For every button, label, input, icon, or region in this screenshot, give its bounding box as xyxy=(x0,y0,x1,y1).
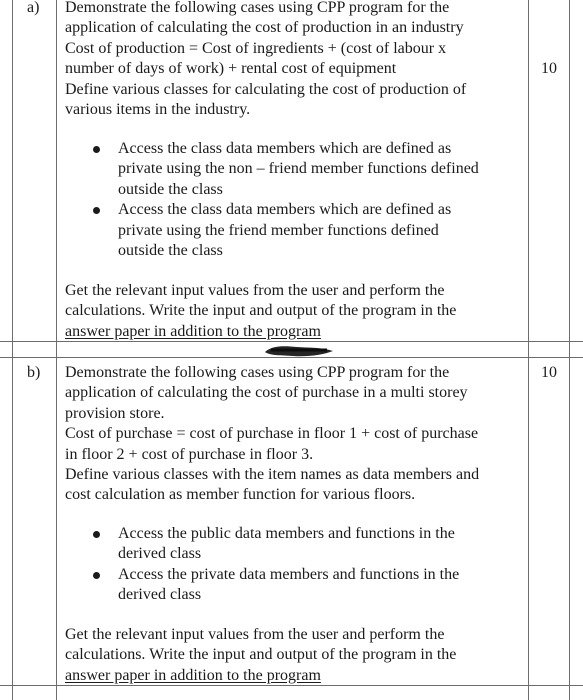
text-line: calculations. Write the input and output of the program in the xyxy=(65,646,457,664)
bullet-icon xyxy=(93,207,100,214)
text-line: calculations. Write the input and output of the program in the xyxy=(65,302,457,320)
text-line: outside the class xyxy=(118,180,223,198)
text-line: in floor 2 + cost of purchase in floor 3. xyxy=(65,445,314,463)
text-line: provision store. xyxy=(65,404,165,422)
label-column-divider xyxy=(56,0,57,700)
list-item xyxy=(118,200,523,261)
text-line: Access the class data members which are defined as xyxy=(118,140,452,157)
question-b-intro xyxy=(65,363,520,506)
text-line: cost calculation as member function for various floors. xyxy=(65,486,416,504)
text-line: Access the private data members and functions in the xyxy=(118,565,460,583)
text-line: Demonstrate the following cases using CPP program for the xyxy=(65,364,450,381)
text-line: Access the public data members and functions in the xyxy=(118,525,455,542)
text-line: Cost of production = Cost of ingredients + (cost of labour x xyxy=(65,39,447,57)
text-line: private using the non – friend member functions defined xyxy=(118,160,479,178)
text-line: Cost of purchase = cost of purchase in floor 1 + cost of purchase xyxy=(65,425,479,443)
table-border-left xyxy=(12,0,13,700)
question-a-closing xyxy=(65,281,520,342)
list-item xyxy=(118,139,523,200)
text-line: Define various classes for calculating the cost of production of xyxy=(65,80,467,98)
question-b-bullet-list xyxy=(118,524,522,606)
text-line: Get the relevant input values from the user and perform the xyxy=(65,282,445,299)
question-b-closing xyxy=(65,625,520,686)
text-line: Get the relevant input values from the user and perform the xyxy=(65,626,445,643)
question-a-intro xyxy=(65,0,520,120)
bullet-icon xyxy=(93,531,100,538)
list-item xyxy=(118,565,522,606)
question-a-marks: 10 xyxy=(541,60,557,77)
text-line: derived class xyxy=(118,545,202,563)
question-b-marks: 10 xyxy=(541,364,557,381)
question-a-bullet-list xyxy=(118,139,523,261)
text-line: various items in the industry. xyxy=(65,101,251,119)
list-item xyxy=(118,524,522,565)
text-line: number of days of work) + rental cost of equipment xyxy=(65,60,397,78)
question-a-label: a) xyxy=(27,0,40,16)
marks-column-divider xyxy=(528,0,529,700)
text-line: private using the friend member functions defined xyxy=(118,221,439,239)
text-line: Access the class data members which are defined as xyxy=(118,201,452,219)
text-line: answer paper in addition to the program xyxy=(65,322,321,340)
text-line: application of calculating the cost of purchase in a multi storey xyxy=(65,384,468,402)
text-line: derived class xyxy=(118,586,202,604)
text-line: Demonstrate the following cases using CPP program for the xyxy=(65,0,450,16)
text-line: Define various classes with the item names as data members and xyxy=(65,466,480,484)
table-border-right xyxy=(569,0,570,700)
text-line: answer paper in addition to the program xyxy=(65,666,321,684)
question-b-label: b) xyxy=(27,364,41,381)
text-line: outside the class xyxy=(118,242,223,260)
ink-scribble xyxy=(263,343,335,359)
bullet-icon xyxy=(93,146,100,153)
bullet-icon xyxy=(93,572,100,579)
text-line: application of calculating the cost of production in an industry xyxy=(65,19,464,37)
